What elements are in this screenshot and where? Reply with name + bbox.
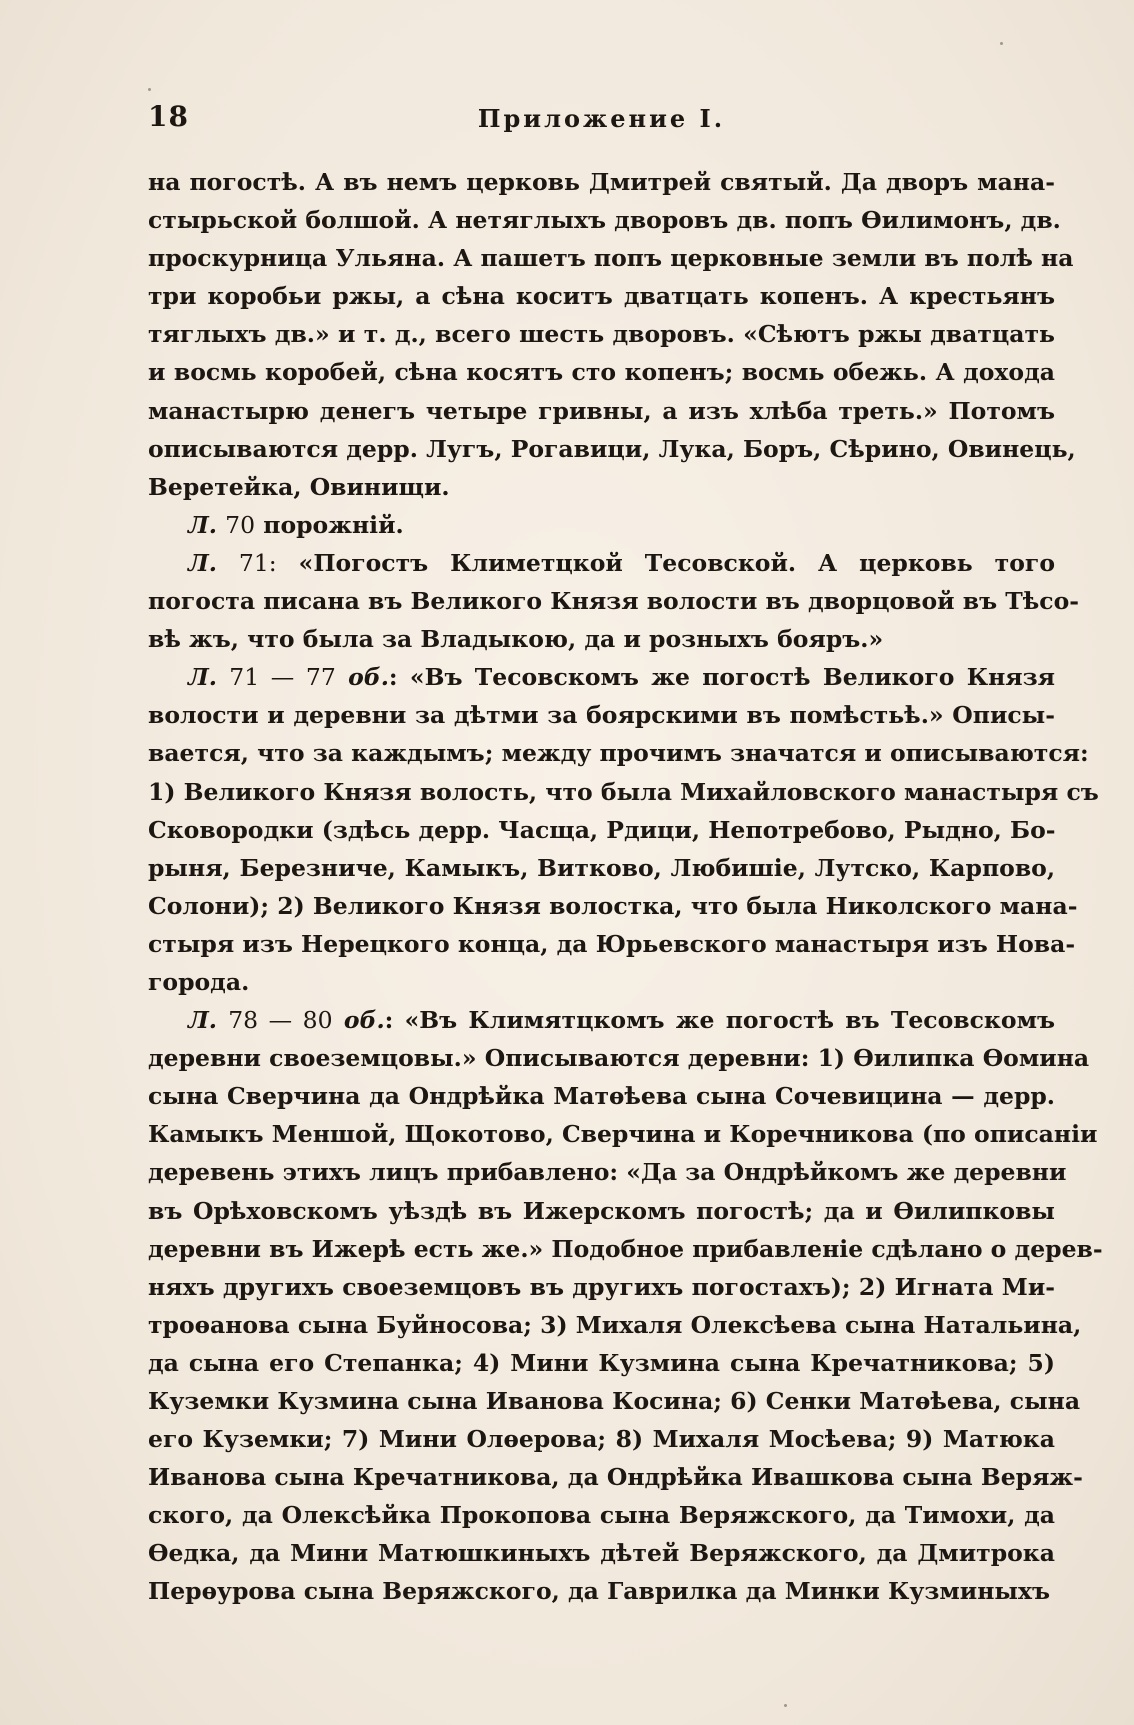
text-line: ского, да Олексѣйка Прокопова сына Веряжского, да Тимохи, да bbox=[148, 1501, 1055, 1530]
text-line: Веретейка, Овинищи. bbox=[148, 472, 450, 501]
text-line: Камыкъ Меншой, Щокотово, Сверчина и Коречникова (по описаніи bbox=[148, 1120, 1098, 1149]
text-line: Солони); 2) Великого Князя волостка, что была Николского мана- bbox=[148, 891, 1078, 920]
text-line: тяглыхъ дв.» и т. д., всего шесть дворовъ. «Сѣютъ ржы дватцать bbox=[148, 320, 1055, 349]
line-text: : «Въ Тесовскомъ же погостѣ Великого Князя bbox=[388, 663, 1056, 692]
leaf-label: Л. bbox=[188, 510, 217, 539]
text-line: Перѳурова сына Веряжского, да Гаврилка да Минки Кузминыхъ bbox=[148, 1577, 1051, 1606]
text-line: деревень этихъ лицъ прибавлено: «Да за Ондрѣйкомъ же деревни bbox=[148, 1158, 1067, 1187]
paragraph bbox=[148, 1001, 1103, 1611]
text-line bbox=[148, 1001, 1055, 1039]
paragraph bbox=[148, 658, 1099, 1001]
paper-speck bbox=[148, 88, 151, 91]
leaf-label: Л. bbox=[188, 548, 217, 577]
text-line: три коробьи ржы, а сѣна коситъ дватцать копенъ. А крестьянъ bbox=[148, 282, 1055, 311]
page-header bbox=[148, 100, 1055, 140]
verso-mark: об. bbox=[343, 1006, 385, 1035]
leaf-number: 78 — 80 bbox=[228, 1006, 333, 1035]
text-line: деревни своеземцовы.» Описываются деревни: 1) Ѳилипка Ѳомина bbox=[148, 1044, 1090, 1073]
verso-mark: об. bbox=[348, 663, 389, 692]
text-line: вается, что за каждымъ; между прочимъ значатся и описываются: bbox=[148, 739, 1089, 768]
leaf-label: Л. bbox=[188, 1006, 217, 1035]
paper-speck bbox=[784, 1704, 787, 1707]
text-line: его Куземки; 7) Мини Олѳерова; 8) Михаля Мосѣева; 9) Матюка bbox=[148, 1425, 1055, 1454]
text-line bbox=[148, 506, 1055, 544]
text-line: манастырю денегъ четыре гривны, а изъ хлѣба треть.» Потомъ bbox=[148, 396, 1055, 425]
leaf-reference bbox=[188, 549, 277, 577]
leaf-reference bbox=[188, 511, 255, 539]
text-line: волости и деревни за дѣтми за боярскими въ помѣстьѣ.» Описы- bbox=[148, 701, 1055, 730]
text-line: стырьской болшой. А нетяглыхъ дворовъ дв. попъ Ѳилимонъ, дв. bbox=[148, 206, 1061, 235]
text-line: на погостѣ. А въ немъ церковь Дмитрей святый. Да дворъ мана- bbox=[148, 168, 1055, 196]
text-line: Иванова сына Кречатникова, да Ондрѣйка Ивашкова сына Веряж- bbox=[148, 1463, 1083, 1492]
line-text: : «Въ Климятцкомъ же погостѣ въ Тесовскомъ bbox=[384, 1006, 1056, 1035]
text-line: троѳанова сына Буйносова; 3) Михаля Олексѣева сына Натальина, bbox=[148, 1310, 1082, 1339]
text-line: рыня, Березниче, Камыкъ, Витково, Любишіе, Лутско, Карпово, bbox=[148, 853, 1055, 882]
leaf-number: 71: bbox=[238, 548, 277, 577]
text-line: Куземки Кузмина сына Иванова Косина; 6) Сенки Матѳѣева, сына bbox=[148, 1387, 1081, 1415]
page-number: 18 bbox=[148, 100, 189, 133]
text-line: проскурница Ульяна. А пашетъ попъ церковные земли въ полѣ на bbox=[148, 244, 1074, 273]
leaf-reference bbox=[188, 1006, 385, 1034]
text-line: да сына его Степанка; 4) Мини Кузмина сына Кречатникова; 5) bbox=[148, 1348, 1055, 1377]
text-line: сына Сверчина да Ондрѣйка Матѳѣева сына Сочевицина — дерр. bbox=[148, 1082, 1055, 1111]
text-line: въ Орѣховскомъ уѣздѣ въ Ижерскомъ погостѣ; да и Ѳилипковы bbox=[148, 1196, 1055, 1225]
text-line: деревни въ Ижерѣ есть же.» Подобное прибавленіе сдѣлано о дерев- bbox=[148, 1234, 1103, 1263]
leaf-number: 70 bbox=[225, 510, 256, 539]
text-line: города. bbox=[148, 967, 250, 996]
text-line: и восмь коробей, сѣна косятъ сто копенъ; восмь обежь. А дохода bbox=[148, 358, 1055, 387]
leaf-reference bbox=[188, 663, 389, 691]
running-title: Приложение I. bbox=[477, 104, 726, 133]
body-text bbox=[148, 163, 1103, 1611]
leaf-label: Л. bbox=[188, 663, 217, 692]
text-line: 1) Великого Князя волость, что была Михайловского манастыря съ bbox=[148, 777, 1099, 806]
paragraph bbox=[148, 163, 1076, 506]
text-line: Ѳедка, да Мини Матюшкиныхъ дѣтей Веряжского, да Дмитрока bbox=[148, 1539, 1055, 1568]
paragraph bbox=[148, 544, 1080, 658]
paper-speck bbox=[1000, 42, 1003, 45]
text-line bbox=[148, 544, 1055, 582]
line-text: «Погостъ Климетцкой Тесовской. А церковь того bbox=[276, 548, 1055, 577]
text-line: погоста писана въ Великого Князя волости въ дворцовой въ Тѣсо- bbox=[148, 587, 1080, 616]
text-line: стыря изъ Нерецкого конца, да Юрьевского манастыря изъ Нова- bbox=[148, 929, 1076, 958]
text-line: няхъ другихъ своеземцовъ въ другихъ погостахъ); 2) Игната Ми- bbox=[148, 1272, 1055, 1301]
text-line: Сковородки (здѣсь дерр. Часща, Рдици, Непотребово, Рыдно, Бо- bbox=[148, 815, 1056, 844]
paragraph bbox=[148, 506, 1055, 544]
text-line: описываются дерр. Лугъ, Рогавици, Лука, Боръ, Сѣрино, Овинець, bbox=[148, 434, 1076, 463]
text-line: вѣ жъ, что была за Владыкою, да и розныхъ бояръ.» bbox=[148, 625, 884, 654]
text-line bbox=[148, 658, 1055, 696]
line-text: порожній. bbox=[255, 510, 404, 539]
leaf-number: 71 — 77 bbox=[229, 663, 336, 692]
